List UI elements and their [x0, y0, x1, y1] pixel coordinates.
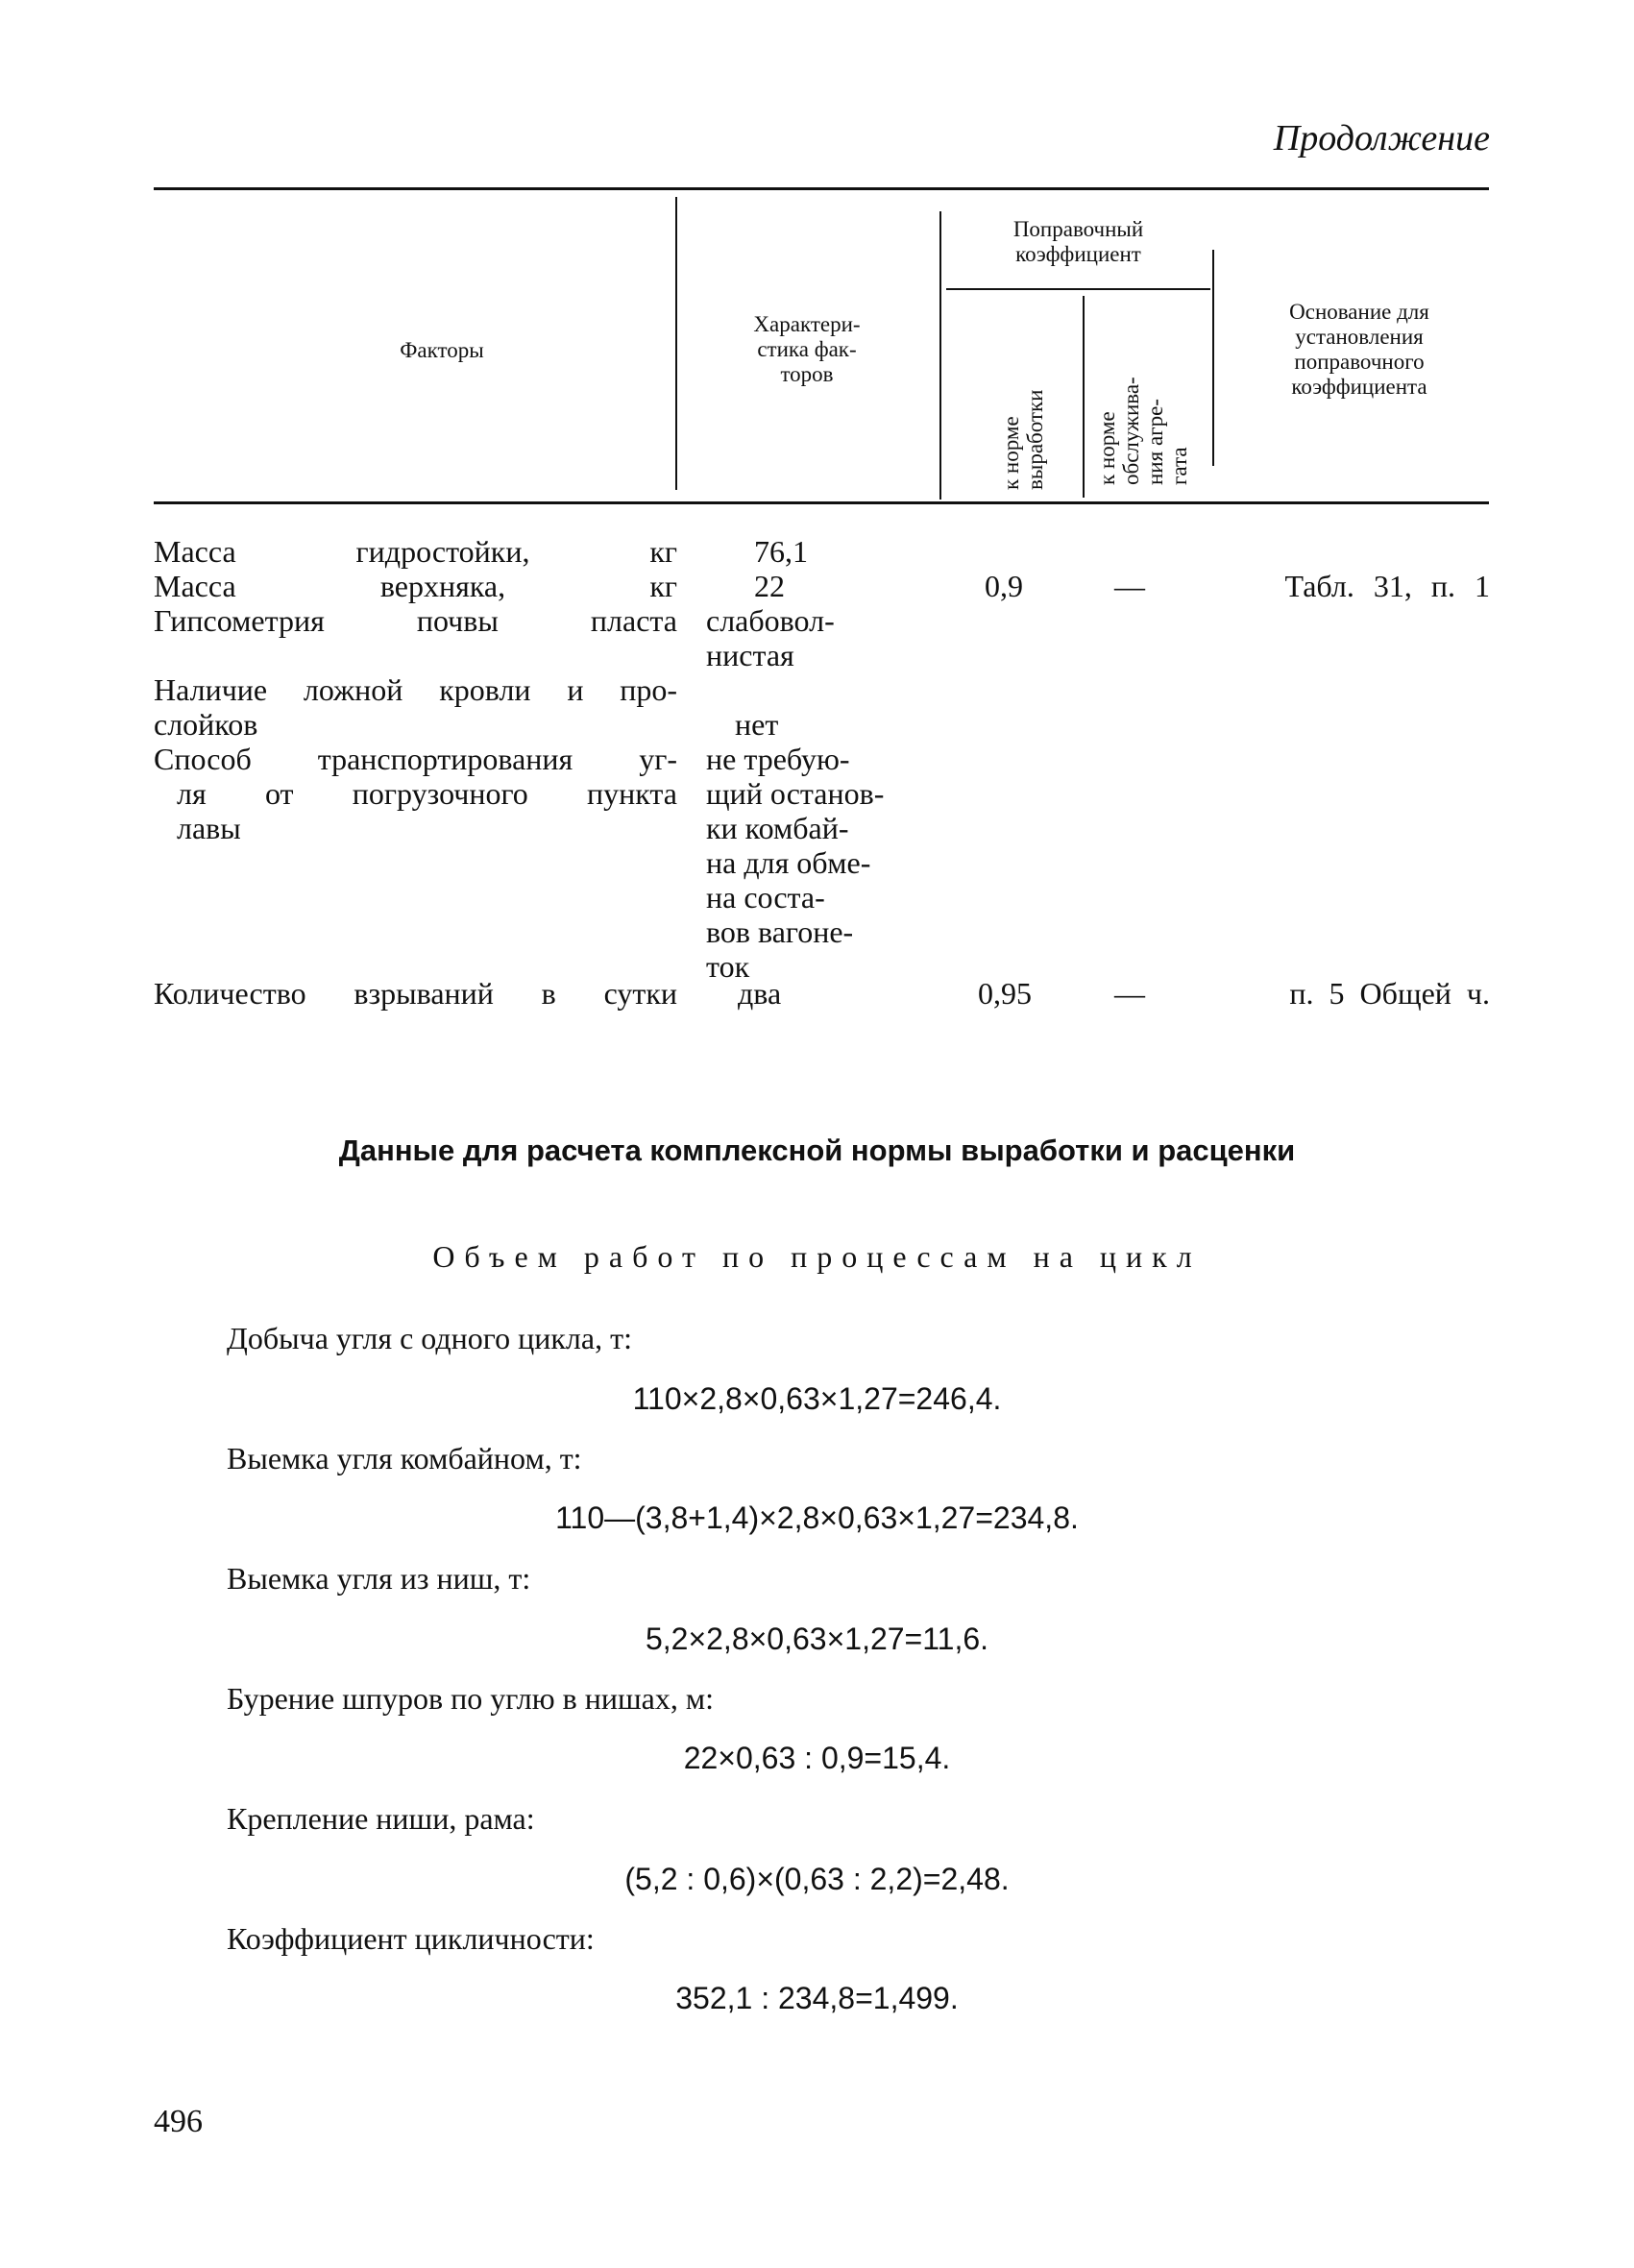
characteristic-cell: два — [738, 976, 782, 1011]
page-number: 496 — [154, 2104, 203, 2139]
factor-cell: Масса гидростойки, кг — [154, 534, 677, 569]
cell-line: на для обме- — [706, 845, 871, 880]
table-header-bottom-rule — [154, 501, 1489, 504]
characteristic-cell: 76,1 — [754, 534, 808, 569]
cell-line: на соста- — [706, 880, 825, 915]
calc-formula: 110×2,8×0,63×1,27=246,4. — [632, 1381, 1002, 1416]
correction-subrule — [946, 288, 1210, 290]
factor-cell: Масса верхняка, кг — [154, 569, 677, 603]
calc-label: Добыча угля с одного цикла, т: — [227, 1321, 632, 1355]
cell-line: лавы — [177, 811, 241, 845]
calc-label: Коэффициент цикличности: — [227, 1921, 595, 1956]
output-coefficient-cell: 0,9 — [985, 569, 1023, 603]
column-divider — [939, 211, 941, 500]
header-text-line: коэффициента — [1291, 375, 1427, 399]
header-text-line: Характери- — [753, 312, 861, 336]
characteristic-cell — [706, 742, 937, 984]
header-correction — [946, 217, 1210, 267]
cell-line: слойков — [154, 707, 258, 742]
header-to-service-norm — [1095, 377, 1191, 485]
characteristic-cell: нет — [735, 707, 779, 742]
header-text-line: ния агре- — [1143, 399, 1167, 485]
header-text-line: обслужива- — [1119, 377, 1143, 485]
header-text-line: стика фак- — [757, 337, 857, 361]
header-text-line: торов — [780, 362, 834, 386]
header-text-line: выработки — [1023, 389, 1047, 490]
characteristic-cell: 22 — [754, 569, 785, 603]
header-text-line: Поправочный — [1012, 217, 1144, 241]
factor-cell — [154, 672, 677, 742]
cell-line: ля от погрузочного пункта — [177, 776, 677, 811]
column-divider — [1083, 296, 1085, 498]
header-basis — [1220, 300, 1499, 400]
cell-line: Наличие ложной кровли и про- — [154, 672, 677, 707]
cell-line: слабовол- — [706, 603, 835, 638]
calc-formula: 5,2×2,8×0,63×1,27=11,6. — [645, 1622, 989, 1656]
cell-line: ток — [706, 949, 750, 984]
calc-label: Бурение шпуров по углю в нишах, м: — [227, 1681, 714, 1716]
header-text-line: к норме — [1095, 411, 1119, 485]
calc-formula: 22×0,63 : 0,9=15,4. — [683, 1741, 951, 1775]
basis-cell: Табл. 31, п. 1 — [1284, 569, 1490, 603]
service-coefficient-cell: — — [1114, 569, 1145, 603]
characteristic-cell — [706, 603, 937, 672]
column-divider — [1212, 250, 1214, 466]
header-characteristic — [692, 312, 922, 387]
calc-formula: (5,2 : 0,6)×(0,63 : 2,2)=2,48. — [624, 1862, 1010, 1896]
factor-cell — [154, 742, 677, 845]
calc-label: Выемка угля комбайном, т: — [227, 1441, 582, 1475]
basis-cell: п. 5 Общей ч. — [1289, 976, 1490, 1011]
calc-formula: 352,1 : 234,8=1,499. — [675, 1981, 959, 2015]
continuation-label: Продолжение — [1273, 118, 1490, 159]
header-text-line: к норме — [999, 416, 1023, 490]
header-factors: Факторы — [400, 338, 484, 362]
calc-label: Крепление ниши, рама: — [227, 1801, 535, 1836]
output-coefficient-cell: 0,95 — [978, 976, 1032, 1011]
factor-cell: Гипсометрия почвы пласта — [154, 603, 677, 638]
header-text-line: гата — [1167, 447, 1191, 485]
header-to-output-norm — [999, 390, 1047, 490]
cell-line: щий останов- — [706, 776, 885, 811]
calc-formula: 110—(3,8+1,4)×2,8×0,63×1,27=234,8. — [555, 1500, 1079, 1535]
cell-line: вов вагоне- — [706, 915, 854, 949]
calc-label: Выемка угля из ниш, т: — [227, 1561, 531, 1596]
header-text-line: поправочного — [1294, 350, 1425, 374]
column-divider — [675, 197, 677, 490]
factor-cell: Количество взрываний в сутки — [154, 976, 677, 1011]
section-subtitle: Объем работ по процессам на цикл — [432, 1239, 1202, 1274]
table-top-rule — [154, 187, 1489, 190]
cell-line: Способ транспортирования уг- — [154, 742, 677, 776]
header-text-line: коэффициент — [1015, 242, 1141, 266]
section-title: Данные для расчета комплексной нормы выработки и расценки — [338, 1134, 1296, 1167]
service-coefficient-cell: — — [1114, 976, 1145, 1011]
cell-line: нистая — [706, 638, 794, 672]
cell-line: ки комбай- — [706, 811, 849, 845]
header-text-line: Основание для — [1289, 300, 1429, 324]
header-text-line: установления — [1295, 325, 1424, 349]
cell-line: не требую- — [706, 742, 850, 776]
